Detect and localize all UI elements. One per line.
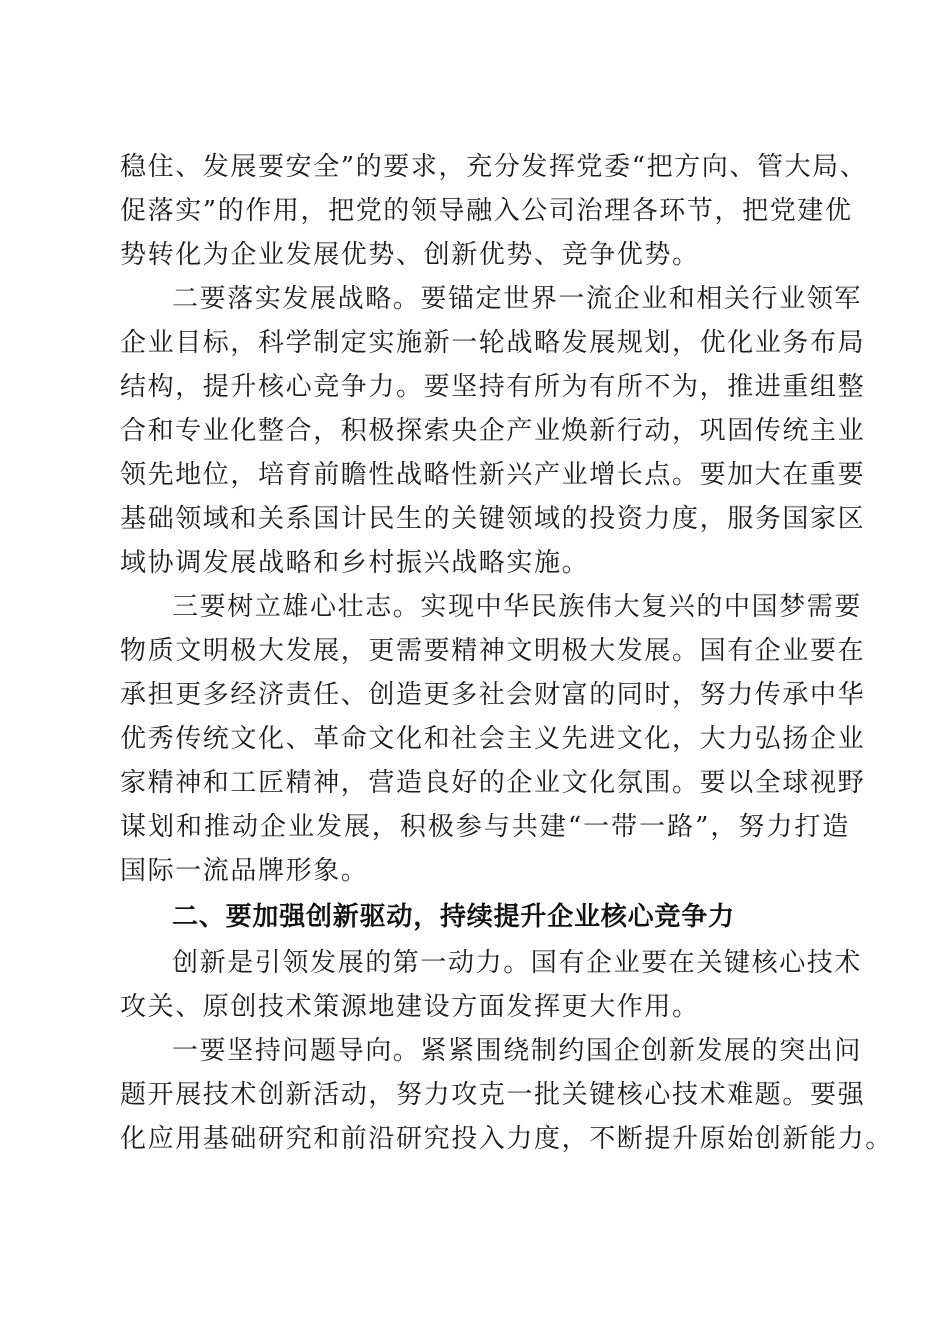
body-line: 国际一流品牌形象。 [120, 856, 369, 886]
body-line: 促落实”的作用，把党的领导融入公司治理各环节，把党建优 [120, 196, 853, 226]
body-line: 承担更多经济责任、创造更多社会财富的同时，努力传承中华 [120, 680, 866, 710]
paragraph-first-line: 三要树立雄心壮志。实现中华民族伟大复兴的中国梦需要 [172, 592, 863, 622]
paragraph-first-line: 二要落实发展战略。要锚定世界一流企业和相关行业领军 [172, 284, 863, 314]
body-line: 结构，提升核心竞争力。要坚持有所为有所不为，推进重组整 [120, 372, 866, 402]
section-heading: 二、要加强创新驱动，持续提升企业核心竞争力 [172, 902, 735, 932]
paragraph-first-line: 创新是引领发展的第一动力。国有企业要在关键核心技术 [172, 948, 863, 978]
body-line: 攻关、原创技术策源地建设方面发挥更大作用。 [120, 992, 700, 1022]
body-line: 企业目标，科学制定实施新一轮战略发展规划，优化业务布局 [120, 328, 866, 358]
body-line: 化应用基础研究和前沿研究投入力度，不断提升原始创新能力。 [120, 1124, 893, 1154]
body-line: 物质文明极大发展，更需要精神文明极大发展。国有企业要在 [120, 636, 866, 666]
body-line: 基础领域和关系国计民生的关键领域的投资力度，服务国家区 [120, 504, 866, 534]
paragraph-first-line: 一要坚持问题导向。紧紧围绕制约国企创新发展的突出问 [172, 1036, 863, 1066]
body-line: 域协调发展战略和乡村振兴战略实施。 [120, 548, 590, 578]
body-line: 家精神和工匠精神，营造良好的企业文化氛围。要以全球视野 [120, 768, 866, 798]
body-line: 题开展技术创新活动，努力攻克一批关键核心技术难题。要强 [120, 1080, 866, 1110]
body-line: 谋划和推动企业发展，积极参与共建“一带一路”，努力打造 [120, 812, 850, 842]
body-line: 合和专业化整合，积极探索央企产业焕新行动，巩固传统主业 [120, 416, 866, 446]
body-line: 领先地位，培育前瞻性战略性新兴产业增长点。要加大在重要 [120, 460, 866, 490]
body-line: 优秀传统文化、革命文化和社会主义先进文化，大力弘扬企业 [120, 724, 866, 754]
body-line: 势转化为企业发展优势、创新优势、竞争优势。 [120, 240, 700, 270]
body-line: 稳住、发展要安全”的要求，充分发挥党委“把方向、管大局、 [120, 152, 868, 182]
